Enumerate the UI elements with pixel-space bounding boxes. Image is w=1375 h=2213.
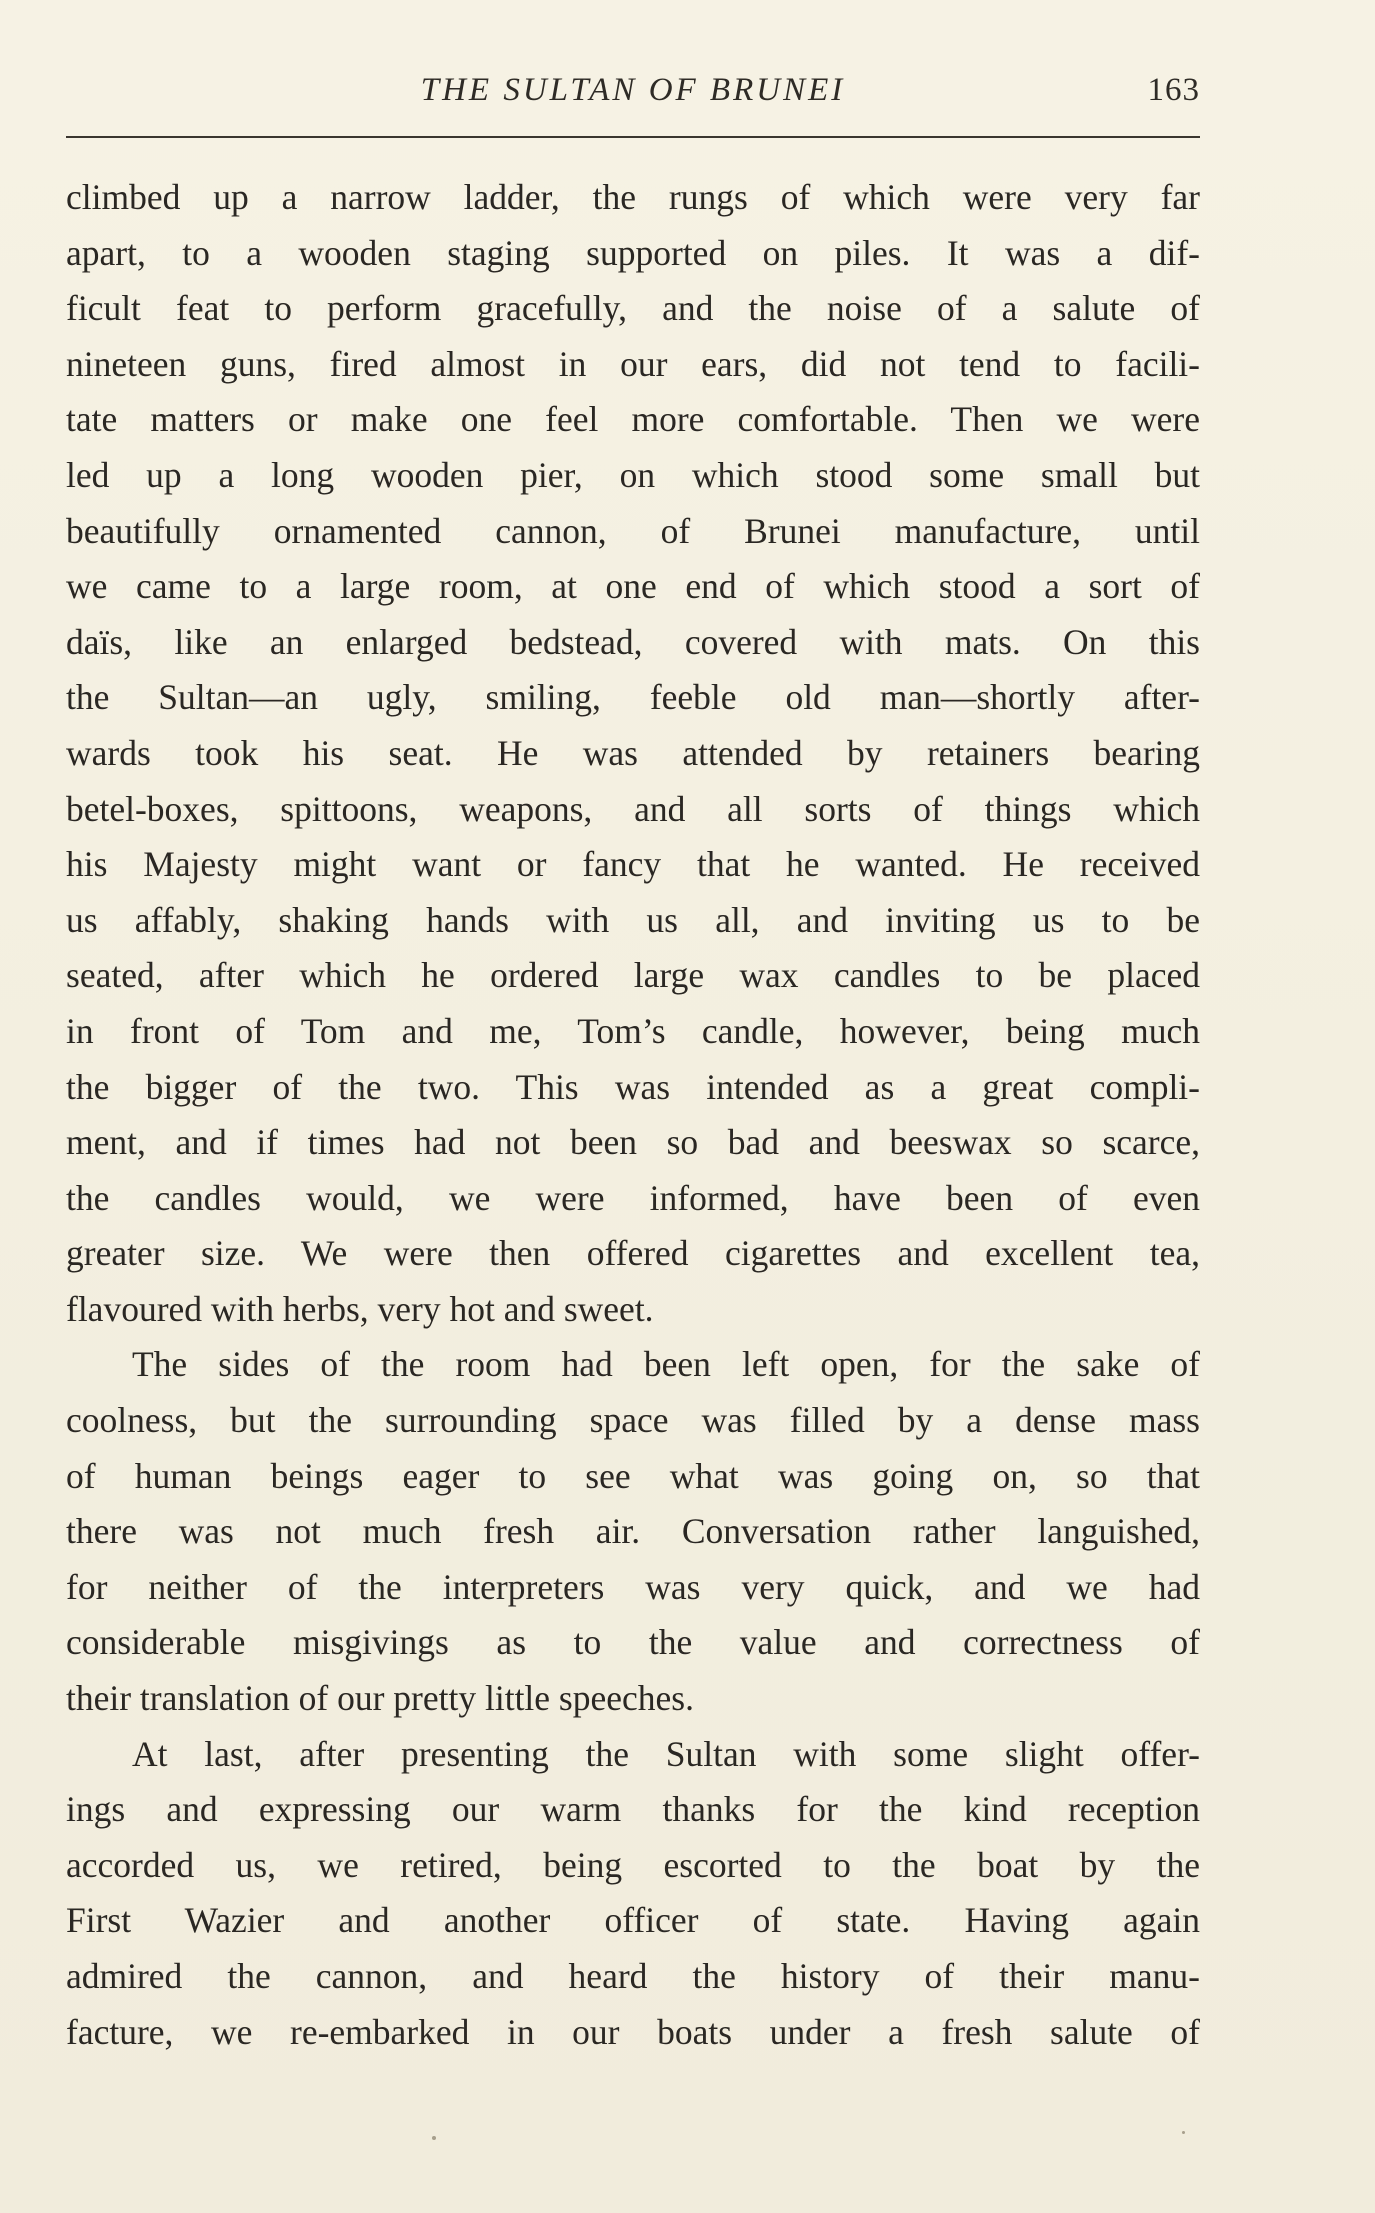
- paragraph: [66, 1727, 1200, 2061]
- text-line: ings and expressing our warm thanks for the kind reception: [66, 1789, 1200, 1830]
- text-line: accorded us, we retired, being escorted to the boat by the: [66, 1844, 1200, 1885]
- text-line: their translation of our pretty little speeches.: [66, 1678, 694, 1719]
- text-line: tate matters or make one feel more comfortable. Then we were: [66, 399, 1200, 440]
- text-line: betel-boxes, spittoons, weapons, and all sorts of things which: [66, 788, 1200, 829]
- text-line: his Majesty might want or fancy that he wanted. He received: [66, 844, 1200, 885]
- text-line: climbed up a narrow ladder, the rungs of which were very far: [66, 177, 1200, 217]
- text-line: in front of Tom and me, Tom’s candle, however, being much: [66, 1010, 1200, 1051]
- text-line: greater size. We were then offered cigarettes and excellent tea,: [66, 1233, 1200, 1274]
- text-line: flavoured with herbs, very hot and sweet.: [66, 1288, 654, 1329]
- body-text: [66, 170, 1200, 2060]
- text-line: wards took his seat. He was attended by retainers bearing: [66, 732, 1200, 773]
- text-line: apart, to a wooden staging supported on piles. It was a dif-: [66, 232, 1200, 273]
- text-line: beautifully ornamented cannon, of Brunei manufacture, until: [66, 510, 1200, 551]
- running-title: THE SULTAN OF BRUNEI: [420, 72, 846, 108]
- text-line: seated, after which he ordered large wax candles to be placed: [66, 955, 1200, 996]
- text-line: we came to a large room, at one end of which stood a sort of: [66, 566, 1200, 607]
- text-line: led up a long wooden pier, on which stood some small but: [66, 454, 1200, 495]
- text-line: considerable misgivings as to the value and correctness of: [66, 1622, 1200, 1663]
- text-line: admired the cannon, and heard the history of their manu-: [66, 1956, 1200, 1996]
- text-line: At last, after presenting the Sultan with some slight offer-: [132, 1733, 1200, 1774]
- text-line: there was not much fresh air. Conversation rather languished,: [66, 1511, 1200, 1552]
- text-line: facture, we re-embarked in our boats under a fresh salute of: [66, 2011, 1200, 2052]
- page-speck: [1182, 2131, 1185, 2134]
- text-line: us affably, shaking hands with us all, and inviting us to be: [66, 899, 1200, 940]
- text-line: for neither of the interpreters was very quick, and we had: [66, 1566, 1200, 1607]
- text-line: nineteen guns, fired almost in our ears, did not tend to facili-: [66, 343, 1200, 384]
- page-number: 163: [1147, 72, 1200, 108]
- paragraph: [66, 1337, 1200, 1726]
- text-line: The sides of the room had been left open, for the sake of: [132, 1344, 1200, 1385]
- text-line: First Wazier and another officer of state. Having again: [66, 1900, 1200, 1941]
- page-header: [66, 72, 1200, 122]
- text-line: the bigger of the two. This was intended as a great compli-: [66, 1066, 1200, 1107]
- paragraph: [66, 170, 1200, 1337]
- text-line: ment, and if times had not been so bad and beeswax so scarce,: [66, 1122, 1200, 1163]
- text-line: the Sultan—an ugly, smiling, feeble old man—shortly after-: [66, 677, 1200, 718]
- header-rule-accent: [130, 137, 490, 138]
- text-line: daïs, like an enlarged bedstead, covered with mats. On this: [66, 621, 1200, 662]
- page-speck: [432, 2136, 436, 2140]
- text-line: of human beings eager to see what was going on, so that: [66, 1455, 1200, 1496]
- text-line: the candles would, we were informed, have been of even: [66, 1177, 1200, 1218]
- text-line: coolness, but the surrounding space was filled by a dense mass: [66, 1400, 1200, 1441]
- text-line: ficult feat to perform gracefully, and the noise of a salute of: [66, 288, 1200, 329]
